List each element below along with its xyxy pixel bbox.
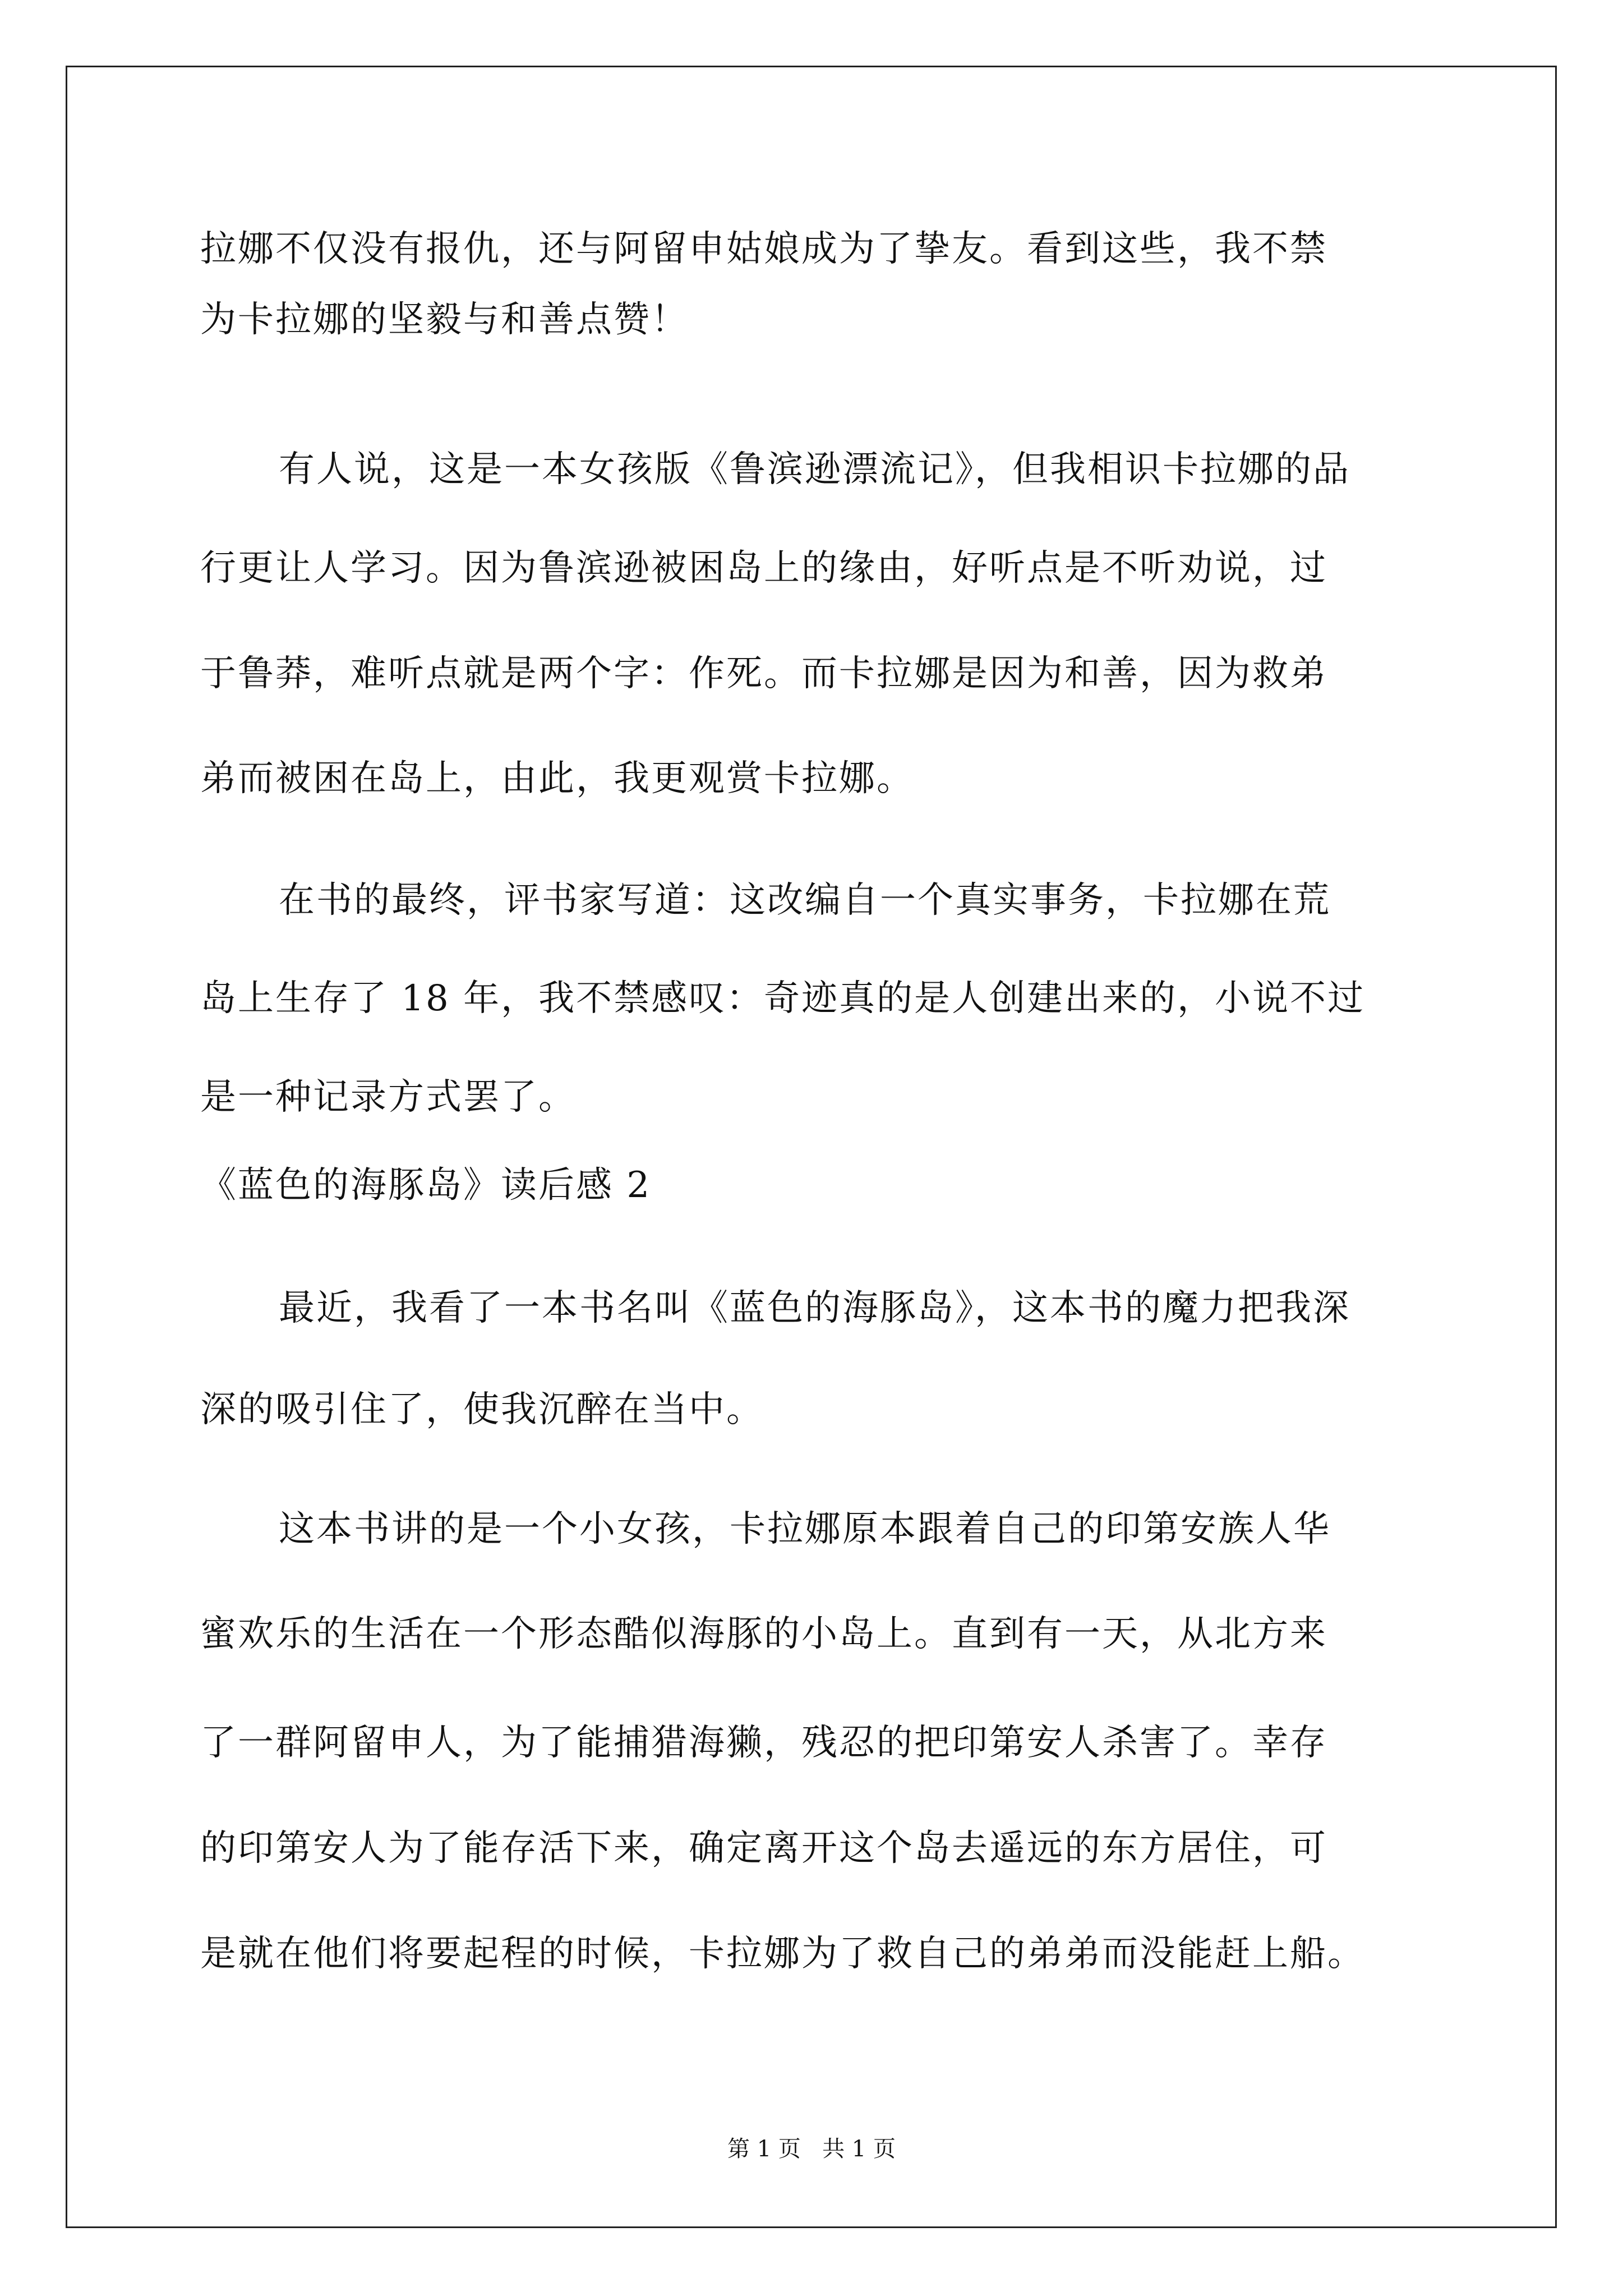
- page-border: [66, 66, 1557, 2228]
- paragraph-line: 了一群阿留申人，为了能捕猎海獭，残忍的把印第安人杀害了。幸存: [200, 1722, 1327, 1764]
- paragraph-line: 蜜欢乐的生活在一个形态酷似海豚的小岛上。直到有一天，从北方来: [200, 1613, 1327, 1655]
- paragraph-line: 于鲁莽，难听点就是两个字：作死。而卡拉娜是因为和善，因为救弟: [200, 653, 1327, 694]
- paragraph-line: 行更让人学习。因为鲁滨逊被困岛上的缘由，好听点是不听劝说，过: [200, 547, 1327, 589]
- paragraph-line: 在书的最终，评书家写道：这改编自一个真实事务，卡拉娜在荒: [279, 880, 1331, 921]
- section-heading: 《蓝色的海豚岛》读后感 2: [200, 1165, 652, 1206]
- paragraph-line: 有人说，这是一本女孩版《鲁滨逊漂流记》，但我相识卡拉娜的品: [279, 449, 1350, 490]
- paragraph-line: 弟而被困在岛上，由此，我更观赏卡拉娜。: [200, 758, 914, 799]
- paragraph-line: 是就在他们将要起程的时候，卡拉娜为了救自己的弟弟而没能赶上船。: [200, 1933, 1365, 1975]
- paragraph-line: 的印第安人为了能存活下来，确定离开这个岛去遥远的东方居住，可: [200, 1828, 1327, 1869]
- paragraph-line: 拉娜不仅没有报仇，还与阿留申姑娘成为了挚友。看到这些，我不禁: [200, 228, 1327, 270]
- paragraph-line: 深的吸引住了，使我沉醉在当中。: [200, 1389, 764, 1430]
- paragraph-line: 最近，我看了一本书名叫《蓝色的海豚岛》，这本书的魔力把我深: [279, 1287, 1350, 1329]
- paragraph-line: 为卡拉娜的坚毅与和善点赞！: [200, 299, 689, 341]
- paragraph-line: 是一种记录方式罢了。: [200, 1076, 576, 1118]
- page-footer: 第 1 页 共 1 页: [727, 2136, 896, 2162]
- paragraph-line: 岛上生存了 18 年，我不禁感叹：奇迹真的是人创建出来的，小说不过: [200, 978, 1366, 1019]
- paragraph-line: 这本书讲的是一个小女孩，卡拉娜原本跟着自己的印第安族人华: [279, 1508, 1331, 1550]
